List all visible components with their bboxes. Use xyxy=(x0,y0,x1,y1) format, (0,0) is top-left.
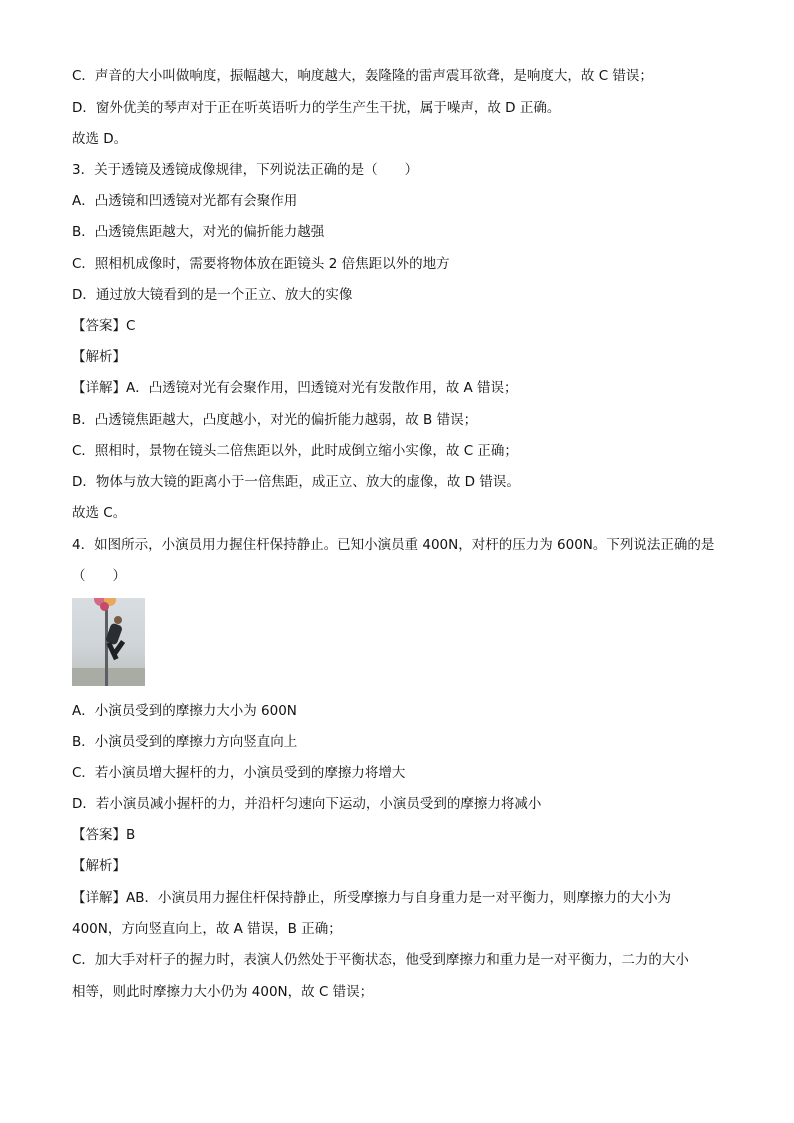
text-line: 故选 D。 xyxy=(72,131,128,147)
analysis-label: 【解析】 xyxy=(72,349,126,365)
detail-line: D．物体与放大镜的距离小于一倍焦距，成正立、放大的虚像，故 D 错误。 xyxy=(72,474,520,490)
detail-line: 相等，则此时摩擦力大小仍为 400N，故 C 错误； xyxy=(72,984,374,1000)
text-line: D．窗外优美的琴声对于正在听英语听力的学生产生干扰，属于噪声，故 D 正确。 xyxy=(72,100,561,116)
detail-line: C．加大手对杆子的握力时，表演人仍然处于平衡状态，他受到摩擦力和重力是一对平衡力，二力的大小 xyxy=(72,952,689,968)
analysis-label: 【解析】 xyxy=(72,858,126,874)
option-b: B．小演员受到的摩擦力方向竖直向上 xyxy=(72,734,298,750)
option-c: C．若小演员增大握杆的力，小演员受到的摩擦力将增大 xyxy=(72,765,406,781)
detail-line: 【详解】A．凸透镜对光有会聚作用，凹透镜对光有发散作用，故 A 错误； xyxy=(72,380,518,396)
ground-shape xyxy=(72,668,145,686)
detail-line: 400N，方向竖直向上，故 A 错误，B 正确； xyxy=(72,921,342,937)
detail-line: C．照相时，景物在镜头二倍焦距以外，此时成倒立缩小实像，故 C 正确； xyxy=(72,443,518,459)
question-3-stem: 3．关于透镜及透镜成像规律，下列说法正确的是（ ） xyxy=(72,162,419,178)
conclusion-line: 故选 C。 xyxy=(72,505,127,521)
text-line: C．声音的大小叫做响度，振幅越大，响度越大，轰隆隆的雷声震耳欲聋，是响度大，故 C 错误； xyxy=(72,68,653,84)
option-a: A．小演员受到的摩擦力大小为 600N xyxy=(72,703,297,719)
balloon-shape xyxy=(100,602,109,611)
answer-label: 【答案】C xyxy=(72,318,136,334)
answer-label: 【答案】B xyxy=(72,827,136,843)
detail-line: 【详解】AB．小演员用力握住杆保持静止，所受摩擦力与自身重力是一对平衡力，则摩擦力的大小为 xyxy=(72,890,671,906)
option-c: C．照相机成像时，需要将物体放在距镜头 2 倍焦距以外的地方 xyxy=(72,256,450,272)
detail-line: B．凸透镜焦距越大，凸度越小，对光的偏折能力越弱，故 B 错误； xyxy=(72,412,478,428)
option-d: D．若小演员减小握杆的力，并沿杆匀速向下运动，小演员受到的摩擦力将减小 xyxy=(72,796,542,812)
option-b: B．凸透镜焦距越大，对光的偏折能力越强 xyxy=(72,224,325,240)
option-d: D．通过放大镜看到的是一个正立、放大的实像 xyxy=(72,287,353,303)
question-4-paren: （ ） xyxy=(72,568,126,584)
pole-climber-photo xyxy=(72,598,145,686)
question-4-stem: 4．如图所示，小演员用力握住杆保持静止。已知小演员重 400N，对杆的压力为 600N。下列说法正确的是 xyxy=(72,537,715,553)
option-a: A．凸透镜和凹透镜对光都有会聚作用 xyxy=(72,193,298,209)
